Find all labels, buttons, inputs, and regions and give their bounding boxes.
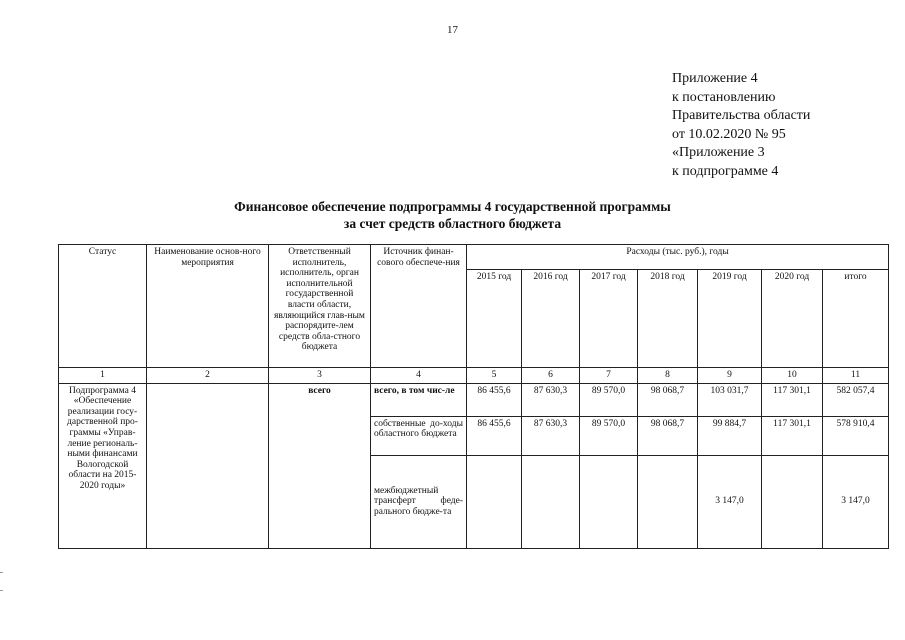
value-cell: [467, 455, 522, 548]
scan-margin-mark: [0, 590, 3, 591]
header-expenses: Расходы (тыс. руб.), годы: [467, 245, 889, 270]
appendix-line: Приложение 4: [672, 71, 758, 86]
header-year-2019: 2019 год: [698, 270, 762, 368]
page-number: 17: [447, 24, 458, 36]
value-cell: 86 455,6: [467, 416, 522, 455]
column-number: 9: [698, 368, 762, 384]
column-number: 3: [269, 368, 371, 384]
value-cell: [580, 455, 638, 548]
source-cell: всего, в том чис-ле: [371, 383, 467, 416]
header-activity: Наименование основ-ного мероприятия: [147, 245, 269, 368]
column-number: 11: [823, 368, 889, 384]
appendix-line: «Приложение 3: [672, 145, 765, 160]
financing-table: [58, 244, 889, 549]
header-executor: Ответственный исполнитель, исполнитель, орган исполнительной государственной власти области, являющийся глав-ным распорядите-лем средств обла-стного бюджета: [269, 245, 371, 368]
value-cell: 103 031,7: [698, 383, 762, 416]
column-number: 1: [59, 368, 147, 384]
source-cell: межбюджетный трансферт феде-рального бюдже-та: [371, 455, 467, 548]
header-row: [59, 245, 889, 270]
value-cell: 98 068,7: [638, 383, 698, 416]
column-number: 8: [638, 368, 698, 384]
header-total: итого: [823, 270, 889, 368]
value-cell: [522, 455, 580, 548]
document-title: [0, 198, 905, 232]
appendix-line: к подпрограмме 4: [672, 163, 779, 179]
title-line: за счет средств областного бюджета: [343, 216, 562, 231]
executor-cell: всего: [269, 383, 371, 548]
value-cell: [762, 455, 823, 548]
value-cell: 3 147,0: [698, 455, 762, 548]
value-cell: 87 630,3: [522, 416, 580, 455]
title-line: Финансовое обеспечение подпрограммы 4 государственной программы: [234, 199, 671, 214]
appendix-line: от 10.02.2020 № 95: [672, 126, 786, 142]
value-cell: 582 057,4: [823, 383, 889, 416]
column-number: 5: [467, 368, 522, 384]
value-cell: 98 068,7: [638, 416, 698, 455]
value-cell: 117 301,1: [762, 383, 823, 416]
scan-margin-mark: [0, 572, 3, 573]
table-row: [59, 383, 889, 416]
value-cell: 117 301,1: [762, 416, 823, 455]
column-number: 2: [147, 368, 269, 384]
appendix-line: к постановлению: [672, 89, 776, 105]
value-cell: 87 630,3: [522, 383, 580, 416]
activity-cell: [147, 383, 269, 548]
value-cell: 86 455,6: [467, 383, 522, 416]
header-source: Источник финан-сового обеспече-ния: [371, 245, 467, 368]
header-status: Статус: [59, 245, 147, 368]
status-cell: Подпрограмма 4 «Обеспечение реализации госу-дарственной про-граммы «Управ-ление региональ-ными финансами Вологодской области на 2015-2020 годы»: [59, 383, 147, 548]
value-cell: 99 884,7: [698, 416, 762, 455]
value-cell: 578 910,4: [823, 416, 889, 455]
value-cell: 89 570,0: [580, 416, 638, 455]
appendix-line: Правительства области: [672, 108, 811, 123]
header-year-2017: 2017 год: [580, 270, 638, 368]
header-year-2016: 2016 год: [522, 270, 580, 368]
column-number: 10: [762, 368, 823, 384]
column-number: 6: [522, 368, 580, 384]
header-year-2015: 2015 год: [467, 270, 522, 368]
value-cell: [638, 455, 698, 548]
appendix-block: [672, 70, 810, 181]
column-number-row: [59, 368, 889, 384]
header-year-2018: 2018 год: [638, 270, 698, 368]
column-number: 4: [371, 368, 467, 384]
source-cell: собственные до-ходы областного бюджета: [371, 416, 467, 455]
value-cell: 3 147,0: [823, 455, 889, 548]
header-year-2020: 2020 год: [762, 270, 823, 368]
value-cell: 89 570,0: [580, 383, 638, 416]
column-number: 7: [580, 368, 638, 384]
